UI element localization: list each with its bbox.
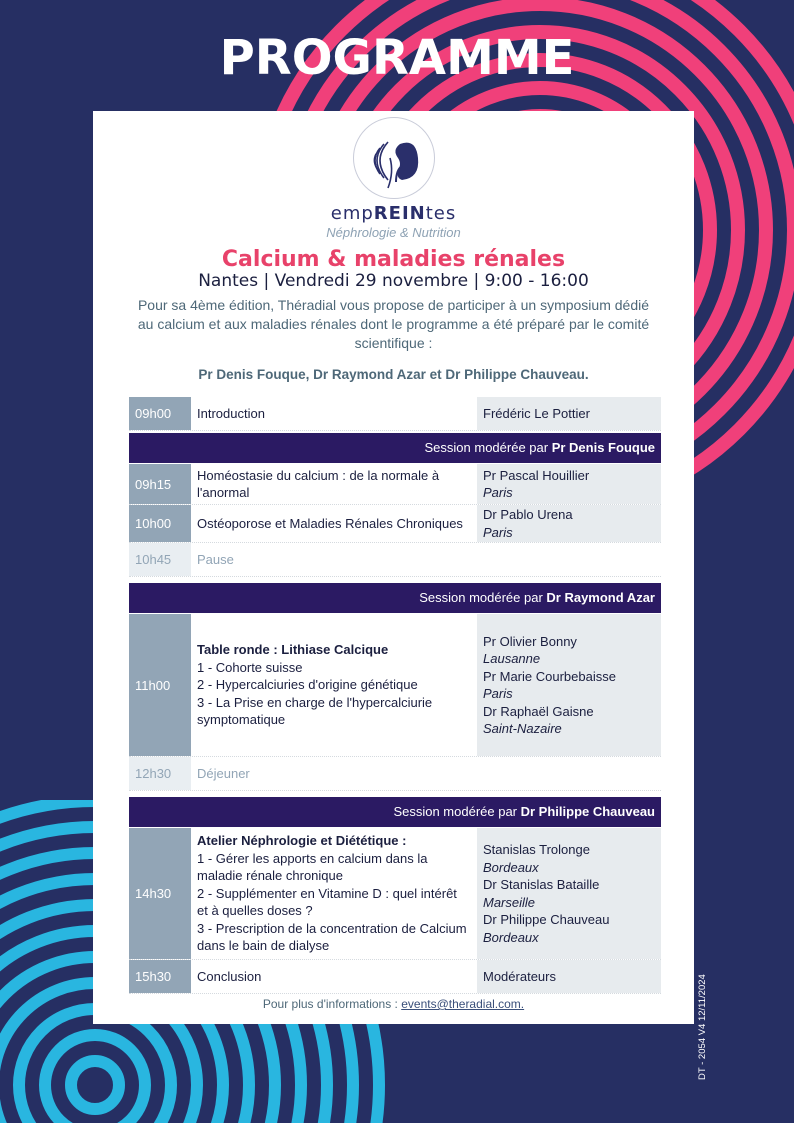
table-row <box>129 397 661 431</box>
time-cell: 15h30 <box>129 960 191 993</box>
table-row <box>129 960 661 994</box>
speaker-cell: Pr Olivier Bonny Lausanne Pr Marie Courbebaisse Paris Dr Raphaël Gaisne Saint-Nazaire <box>477 614 661 756</box>
email-link[interactable]: events@theradial.com. <box>401 997 525 1011</box>
table-row <box>129 505 661 543</box>
page-title: PROGRAMME <box>219 30 575 86</box>
pause-row <box>129 543 661 577</box>
time-cell: 10h45 <box>129 543 191 576</box>
speaker-cell <box>477 757 661 790</box>
table-row <box>129 464 661 505</box>
time-cell: 10h00 <box>129 505 191 542</box>
committee: Pr Denis Fouque, Dr Raymond Azar et Dr Philippe Chauveau. <box>198 367 589 382</box>
table-row <box>129 614 661 757</box>
session-header: Session modérée par Dr Raymond Azar <box>129 583 661 613</box>
kidney-fingerprint-logo-icon <box>353 117 435 199</box>
time-cell: 12h30 <box>129 757 191 790</box>
title-cell: Déjeuner <box>197 765 250 781</box>
title-cell: Pause <box>197 551 234 567</box>
lunch-row <box>129 757 661 791</box>
speaker-cell: Modérateurs <box>477 960 661 993</box>
session-header: Session modérée par Pr Denis Fouque <box>129 433 661 463</box>
title-cell: Ostéoporose et Maladies Rénales Chroniques <box>197 515 463 531</box>
session-header: Session modérée par Dr Philippe Chauveau <box>129 797 661 827</box>
time-cell: 11h00 <box>129 614 191 756</box>
speaker-cell: Pr Pascal Houillier Paris <box>477 464 661 504</box>
time-cell: 09h00 <box>129 397 191 430</box>
table-row <box>129 828 661 960</box>
title-cell: Homéostasie du calcium : de la normale à l'anormal <box>197 467 440 500</box>
speaker-cell: Stanislas Trolonge Bordeaux Dr Stanislas Bataille Marseille Dr Philippe Chauveau Bordeaux <box>477 828 661 959</box>
time-cell: 14h30 <box>129 828 191 959</box>
footer-contact: Pour plus d'informations : events@theradial.com. <box>262 997 525 1011</box>
speaker-cell: Frédéric Le Pottier <box>477 397 661 430</box>
speaker-cell: Dr Pablo Urena Paris <box>477 505 661 542</box>
document-reference: DT - 2054 V4 12/11/2024 <box>697 974 708 1080</box>
event-subtitle: Nantes | Vendredi 29 novembre | 9:00 - 16:00 <box>198 271 589 291</box>
schedule-table <box>129 397 661 994</box>
brand-name: empREINtes <box>330 203 457 224</box>
program-sheet <box>93 111 694 1024</box>
logo <box>93 117 694 240</box>
title-cell: Table ronde : Lithiase Calcique 1 - Cohorte suisse 2 - Hypercalciuries d'origine génétique 3 - La Prise en charge de l'hypercalciurie symptomatique <box>197 642 433 728</box>
speaker-cell <box>477 543 661 576</box>
title-cell: Introduction <box>197 405 265 421</box>
title-cell: Conclusion <box>197 968 262 984</box>
title-cell: Atelier Néphrologie et Diététique : 1 - Gérer les apports en calcium dans la maladie rénale chronique 2 - Supplémenter en Vitamine D : quel intérêt et à quelles doses ? 3 - Prescription de la concentration de Calcium dans le bain de dialyse <box>197 833 467 954</box>
event-intro: Pour sa 4ème édition, Théradial vous propose de participer à un symposium dédié au calcium et aux maladies rénales dont le programme a été préparé par le comité scientifique : <box>137 297 650 351</box>
event-title: Calcium & maladies rénales <box>221 247 566 272</box>
brand-subtitle: Néphrologie & Nutrition <box>326 225 461 240</box>
time-cell: 09h15 <box>129 464 191 504</box>
